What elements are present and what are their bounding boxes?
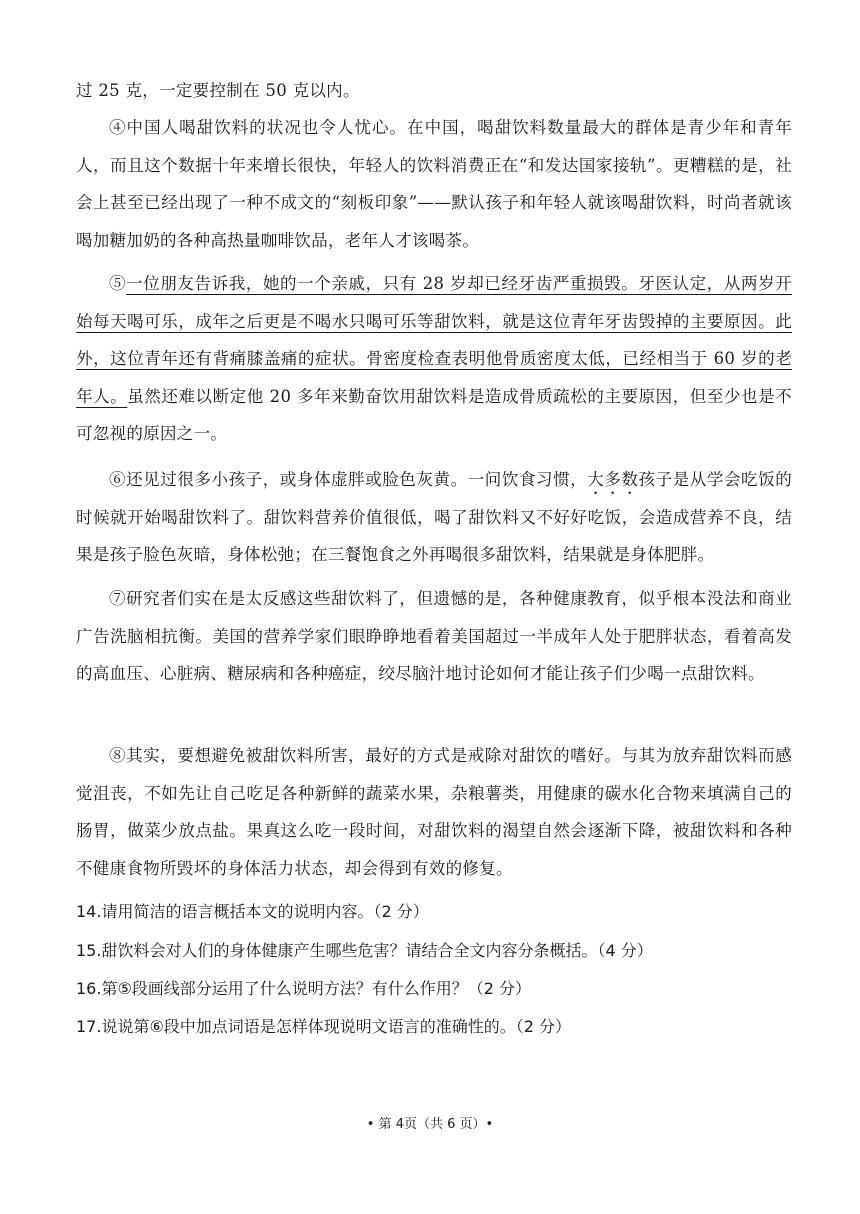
paragraph-5-number: ⑤ xyxy=(109,274,127,293)
underlined-passage: 一位朋友告诉我，她的一个亲戚，只有 28 岁却已经牙齿严重损毁。牙医认定，从两岁开始每天喝可乐，成年之后更是不喝水只喝可乐等甜饮料，就是这位青年牙齿毁掉的主要原因。此外，这位青年还有背痛膝盖痛的症状。骨密度检查表明他骨质密度太低，已经相当于 60 岁的老年人。 xyxy=(76,274,792,406)
question-15: 15.甜饮料会对人们的身体健康产生哪些危害？请结合全文内容分条概括。（4 分） xyxy=(76,941,653,960)
paragraph-6-before: ⑥还见过很多小孩子，或身体虚胖或脸色灰黄。一问饮食习惯， xyxy=(109,470,588,489)
dotted-word: 大多数 xyxy=(587,470,639,489)
paragraph-7: ⑦研究者们实在是太反感这些甜饮料了，但遗憾的是，各种健康教育，似乎根本没法和商业广告洗脑相抗衡。美国的营养学家们眼睁睁地看着美国超过一半成年人处于肥胖状态，看着高发的高血压、心脏病、糖尿病和各种癌症，绞尽脑汁地讨论如何才能让孩子们少喝一点甜饮料。 xyxy=(76,589,792,683)
paragraph-3-end: 过 25 克，一定要控制在 50 克以内。 xyxy=(76,81,360,100)
paragraph-6 xyxy=(76,461,792,574)
paragraph-6-after: 孩子是从学会吃饭的时候就开始喝甜饮料了。甜饮料营养价值很低，喝了甜饮料又不好好吃饭，会造成营养不良，结果是孩子脸色灰暗，身体松弛；在三餐饱食之外再喝很多甜饮料，结果就是身体肥胖。 xyxy=(76,470,793,564)
question-16: 16.第⑤段画线部分运用了什么说明方法？有什么作用？（2 分） xyxy=(76,979,532,998)
question-17: 17.说说第⑥段中加点词语是怎样体现说明文语言的准确性的。（2 分） xyxy=(76,1017,572,1036)
paragraph-8: ⑧其实，要想避免被甜饮料所害，最好的方式是戒除对甜饮的嗜好。与其为放弃甜饮料而感觉沮丧，不如先让自己吃足各种新鲜的蔬菜水果，杂粮薯类，用健康的碳水化合物来填满自己的肠胃，做菜少放点盐。果真这么吃一段时间，对甜饮料的渴望自然会逐渐下降，被甜饮料和各种不健康食物所毁坏的身体活力状态，却会得到有效的修复。 xyxy=(76,746,792,878)
paragraph-5 xyxy=(76,265,792,453)
question-14: 14.请用简洁的语言概括本文的说明内容。（2 分） xyxy=(76,902,429,921)
page-footer: • 第 4页（共 6 页）• xyxy=(366,1117,494,1132)
paragraph-4: ④中国人喝甜饮料的状况也令人忧心。在中国，喝甜饮料数量最大的群体是青少年和青年人，而且这个数据十年来增长很快，年轻人的饮料消费正在“和发达国家接轨”。更糟糕的是，社会上甚至已经出现了一种不成文的“刻板印象”——默认孩子和年轻人就该喝甜饮料，时尚者就该喝加糖加奶的各种高热量咖啡饮品，老年人才该喝茶。 xyxy=(76,118,792,250)
paragraph-5-rest: 虽然还难以断定他 20 多年来勤奋饮用甜饮料是造成骨质疏松的主要原因，但至少也是不可忽视的原因之一。 xyxy=(76,386,792,443)
